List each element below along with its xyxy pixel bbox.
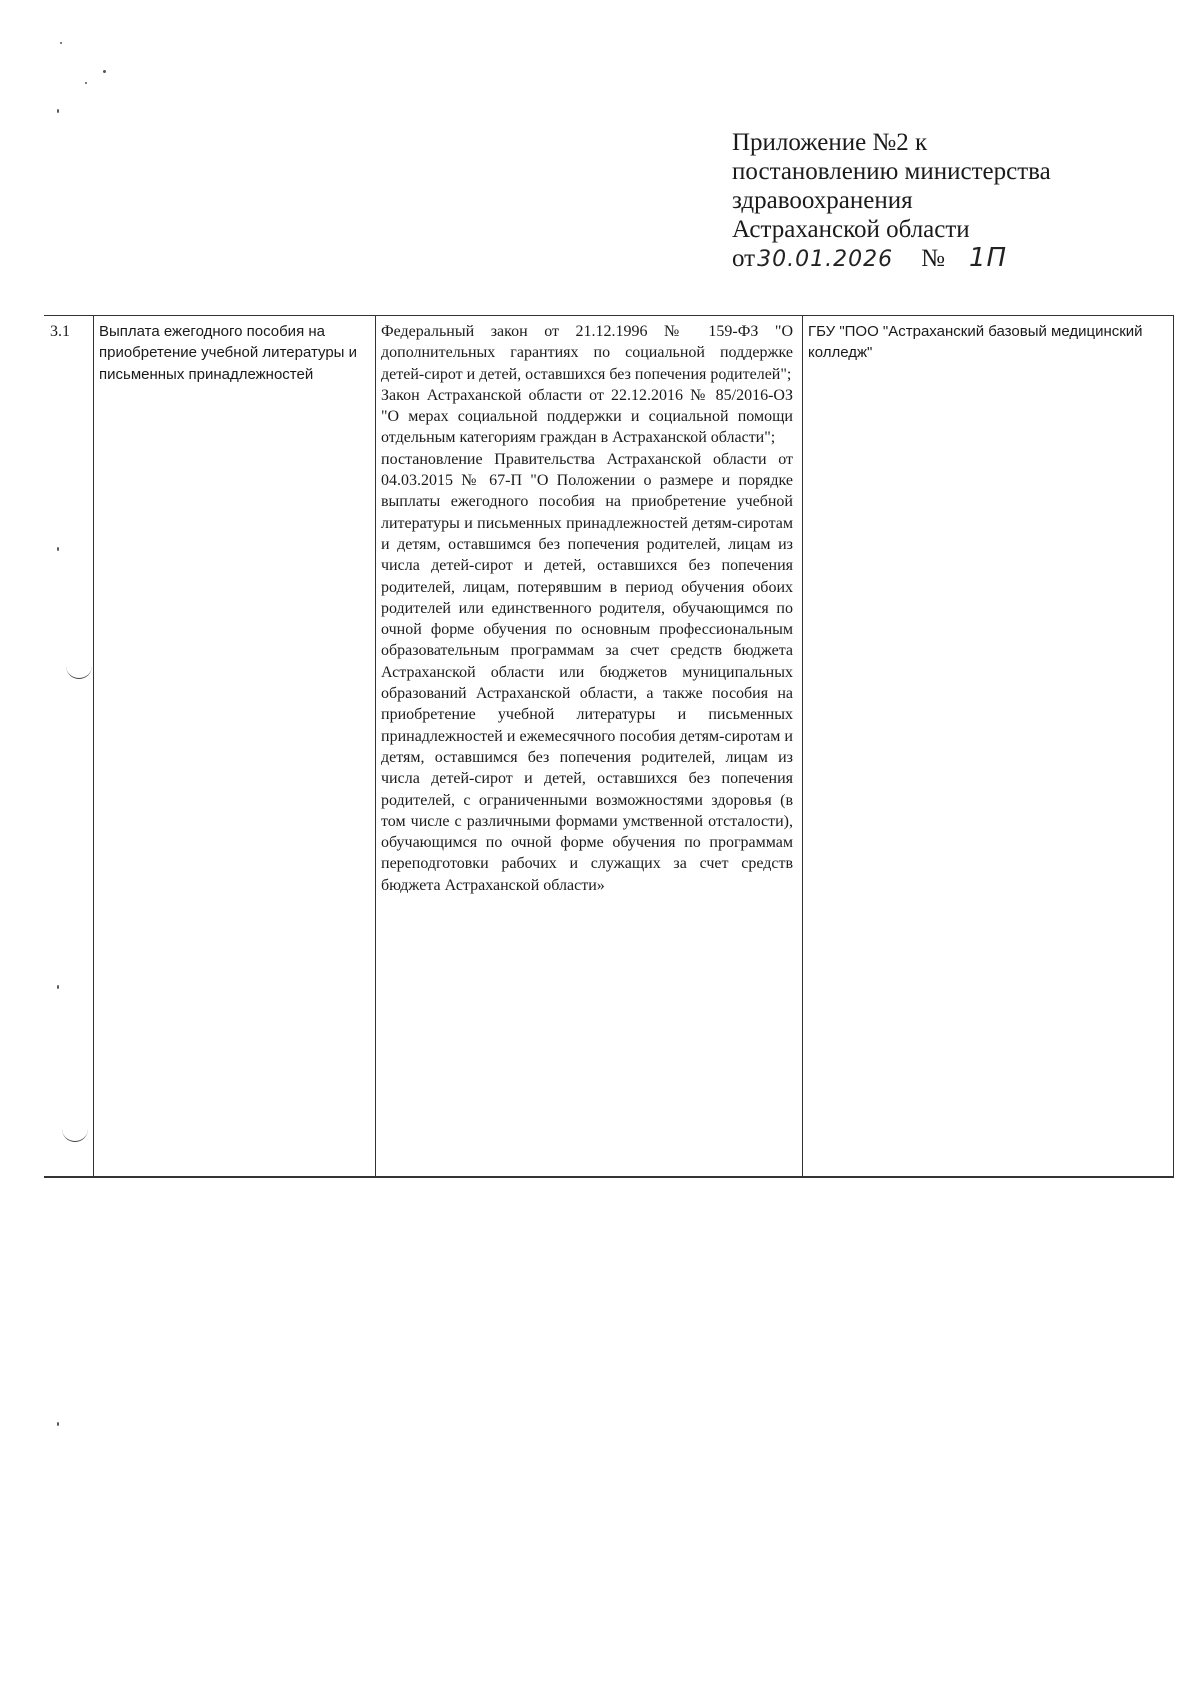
appendix-header [732, 128, 1152, 274]
header-date-line [732, 244, 1152, 274]
law-reference: Федеральный закон от 21.12.1996 № 159-ФЗ "О дополнительных гарантиях по социальной поддержке детей-сирот и детей, оставшихся без попечения родителей"; [381, 323, 793, 383]
handwritten-number: 1П [968, 243, 1008, 273]
table-top-border [44, 315, 1174, 316]
law-reference: постановление Правительства Астраханской области от 04.03.2015 № 67-П "О Положении о размере и порядке выплаты ежегодного пособия на приобретение учебной литературы и письменных принадлежностей детям-сиротам и детям, оставшимся без попечения родителей, лицам из числа детей-сирот и детей, оставшихся без попечения родителей, лицам, потерявшим в период обучения обоих родителей или единственного родителя, обучающимся по очной форме обучения по основным профессиональным образовательным программам за счет средств бюджета Астраханской области или бюджетов муниципальных образований Астраханской области, а также пособия на приобретение учебной литературы и письменных принадлежностей и ежемесячного пособия детям-сиротам и детям, оставшимся без попечения родителей, лицам из числа детей-сирот и детей, оставшихся без попечения родителей, с ограниченными возможностями здоровья (в том числе с различными формами умственной отсталости), обучающимся по очной форме обучения по программам переподготовки рабочих и служащих за счет средств бюджета Астраханской области» [381, 450, 793, 894]
legal-basis [381, 321, 793, 896]
column-divider [1173, 315, 1174, 1177]
service-name: Выплата ежегодного пособия на приобретение учебной литературы и письменных принадлежностей [99, 323, 358, 383]
services-table [44, 315, 1174, 1177]
column-divider [802, 315, 803, 1177]
header-line: Астраханской области [732, 216, 970, 243]
header-line: постановлению министерства [732, 158, 1051, 185]
row-number: 3.1 [50, 323, 70, 340]
date-prefix: от [732, 245, 756, 272]
header-line: Приложение №2 к [732, 129, 928, 156]
scan-speck [85, 82, 87, 84]
header-line: здравоохранения [732, 187, 913, 214]
column-divider [93, 315, 94, 1177]
scan-speck [60, 42, 62, 44]
law-reference: Закон Астраханской области от 22.12.2016 № 85/2016-ОЗ "О мерах социальной поддержки и социальной помощи отдельным категориям граждан в Астраханской области"; [381, 386, 793, 447]
scan-speck [57, 1422, 59, 1426]
table-bottom-border [44, 1176, 1174, 1178]
handwritten-date: 30.01.2026 [757, 247, 894, 272]
responsible-organization: ГБУ "ПОО "Астраханский базовый медицинский колледж" [808, 323, 1143, 362]
scan-speck [57, 109, 59, 113]
number-sign: № [921, 245, 945, 272]
scan-speck [103, 70, 106, 73]
column-divider [375, 315, 376, 1177]
